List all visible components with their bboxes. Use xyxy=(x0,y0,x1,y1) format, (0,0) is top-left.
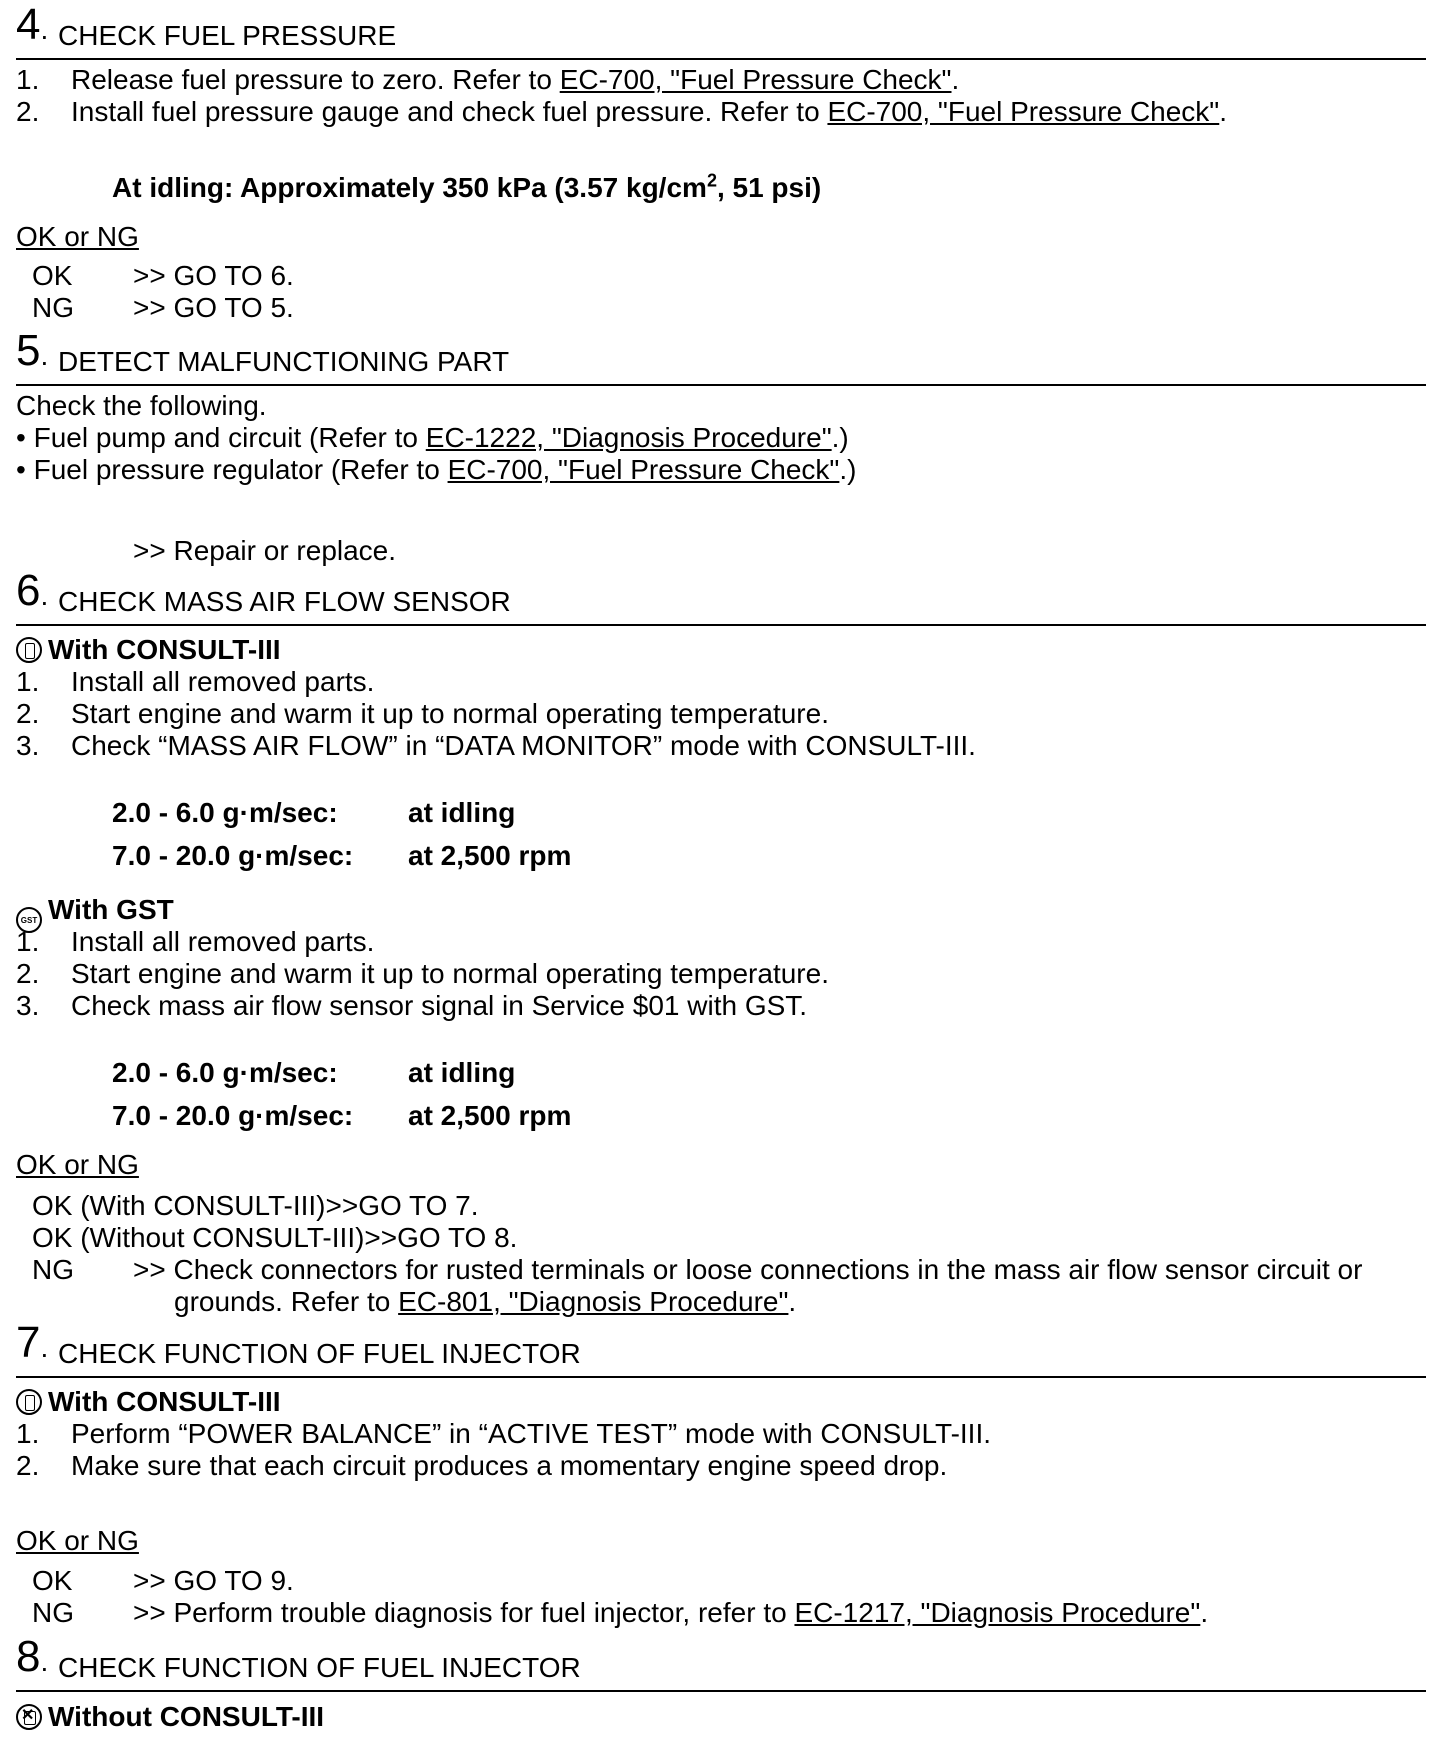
result-action: >> GO TO 6. xyxy=(133,260,294,291)
list-number: 2. xyxy=(16,96,40,127)
without-consult-icon xyxy=(16,1704,42,1730)
list-item: Perform “POWER BALANCE” in “ACTIVE TEST” mode with CONSULT-III. xyxy=(71,1418,992,1449)
step-4-header xyxy=(16,0,1426,60)
list-number: 1. xyxy=(16,1418,40,1449)
reference-link[interactable]: EC-1222, "Diagnosis Procedure" xyxy=(425,422,832,453)
spec-range: 7.0 - 20.0 g·m/sec: xyxy=(112,840,354,871)
list-item: Check mass air flow sensor signal in Service $01 with GST. xyxy=(71,990,808,1021)
spec-range: 2.0 - 6.0 g·m/sec: xyxy=(112,797,338,828)
list-item: Release fuel pressure to zero. Refer to EC-700, "Fuel Pressure Check". xyxy=(71,64,960,95)
list-item: Make sure that each circuit produces a momentary engine speed drop. xyxy=(71,1450,948,1481)
spec-condition: at idling xyxy=(408,1057,516,1088)
reference-link[interactable]: EC-700, "Fuel Pressure Check" xyxy=(559,64,952,95)
list-item: Install all removed parts. xyxy=(71,666,375,697)
spec-range: 7.0 - 20.0 g·m/sec: xyxy=(112,1100,354,1131)
result-code: NG xyxy=(32,292,74,323)
step-number: 6. xyxy=(16,566,49,615)
reference-link[interactable]: EC-700, "Fuel Pressure Check" xyxy=(827,96,1220,127)
bullet-item: • Fuel pressure regulator (Refer to EC-700, "Fuel Pressure Check".) xyxy=(16,454,857,485)
list-number: 2. xyxy=(16,698,40,729)
step-6-header xyxy=(16,566,1426,626)
list-number: 3. xyxy=(16,730,40,761)
step-title: CHECK FUEL PRESSURE xyxy=(58,20,397,51)
step-number: 7. xyxy=(16,1318,49,1367)
step-number: 5. xyxy=(16,326,49,375)
reference-link[interactable]: EC-1217, "Diagnosis Procedure" xyxy=(794,1597,1201,1628)
consult-icon xyxy=(16,1389,42,1415)
ok-ng-heading: OK or NG xyxy=(16,221,139,252)
step-5-header xyxy=(16,326,1426,386)
result-action: >> Perform trouble diagnosis for fuel injector, refer to EC-1217, "Diagnosis Procedure". xyxy=(133,1597,1209,1628)
without-consult-heading: ✕Without CONSULT-III xyxy=(16,1701,324,1733)
list-number: 1. xyxy=(16,666,40,697)
list-item: Start engine and warm it up to normal operating temperature. xyxy=(71,698,829,729)
gst-heading: GSTWith GST xyxy=(16,894,174,933)
step-title: CHECK MASS AIR FLOW SENSOR xyxy=(58,586,511,617)
result-line: OK (Without CONSULT-III)>>GO TO 8. xyxy=(32,1222,518,1253)
spec-condition: at 2,500 rpm xyxy=(408,1100,572,1131)
result-action: >> GO TO 5. xyxy=(133,292,294,323)
result-code: NG xyxy=(32,1597,74,1628)
step-title: CHECK FUNCTION OF FUEL INJECTOR xyxy=(58,1652,581,1683)
intro-text: Check the following. xyxy=(16,390,267,421)
list-number: 1. xyxy=(16,926,40,957)
result-code: NG xyxy=(32,1254,74,1285)
list-number: 2. xyxy=(16,958,40,989)
consult-icon xyxy=(16,637,42,663)
result-action-continued: grounds. Refer to EC-801, "Diagnosis Procedure". xyxy=(174,1286,797,1317)
list-item: Install all removed parts. xyxy=(71,926,375,957)
reference-link[interactable]: EC-801, "Diagnosis Procedure" xyxy=(398,1286,789,1317)
consult-heading: With CONSULT-III xyxy=(16,1386,281,1418)
ok-ng-heading: OK or NG xyxy=(16,1149,139,1180)
consult-heading: With CONSULT-III xyxy=(16,634,281,666)
step-8-header xyxy=(16,1632,1426,1692)
list-item: Install fuel pressure gauge and check fuel pressure. Refer to EC-700, "Fuel Pressure Check". xyxy=(71,96,1228,127)
step-title: CHECK FUNCTION OF FUEL INJECTOR xyxy=(58,1338,581,1369)
result-action: >> Repair or replace. xyxy=(133,535,397,566)
step-title: DETECT MALFUNCTIONING PART xyxy=(58,346,510,377)
list-number: 3. xyxy=(16,990,40,1021)
result-line: OK (With CONSULT-III)>>GO TO 7. xyxy=(32,1190,479,1221)
step-number: 4. xyxy=(16,0,49,49)
result-action: >> Check connectors for rusted terminals or loose connections in the mass air flow sensor circuit or xyxy=(133,1254,1363,1285)
list-item: Check “MASS AIR FLOW” in “DATA MONITOR” mode with CONSULT-III. xyxy=(71,730,976,761)
list-number: 1. xyxy=(16,64,40,95)
spec-condition: at idling xyxy=(408,797,516,828)
spec-value: At idling: Approximately 350 kPa (3.57 $kg/cm^2$, 51 psi) xyxy=(112,170,822,203)
result-code: OK xyxy=(32,1565,73,1596)
list-number: 2. xyxy=(16,1450,40,1481)
list-item: Start engine and warm it up to normal operating temperature. xyxy=(71,958,829,989)
ok-ng-heading: OK or NG xyxy=(16,1525,139,1556)
reference-link[interactable]: EC-700, "Fuel Pressure Check" xyxy=(447,454,840,485)
spec-condition: at 2,500 rpm xyxy=(408,840,572,871)
spec-range: 2.0 - 6.0 g·m/sec: xyxy=(112,1057,338,1088)
result-code: OK xyxy=(32,260,73,291)
result-action: >> GO TO 9. xyxy=(133,1565,294,1596)
step-number: 8. xyxy=(16,1632,49,1681)
bullet-item: • Fuel pump and circuit (Refer to EC-1222, "Diagnosis Procedure".) xyxy=(16,422,849,453)
step-7-header xyxy=(16,1318,1426,1378)
